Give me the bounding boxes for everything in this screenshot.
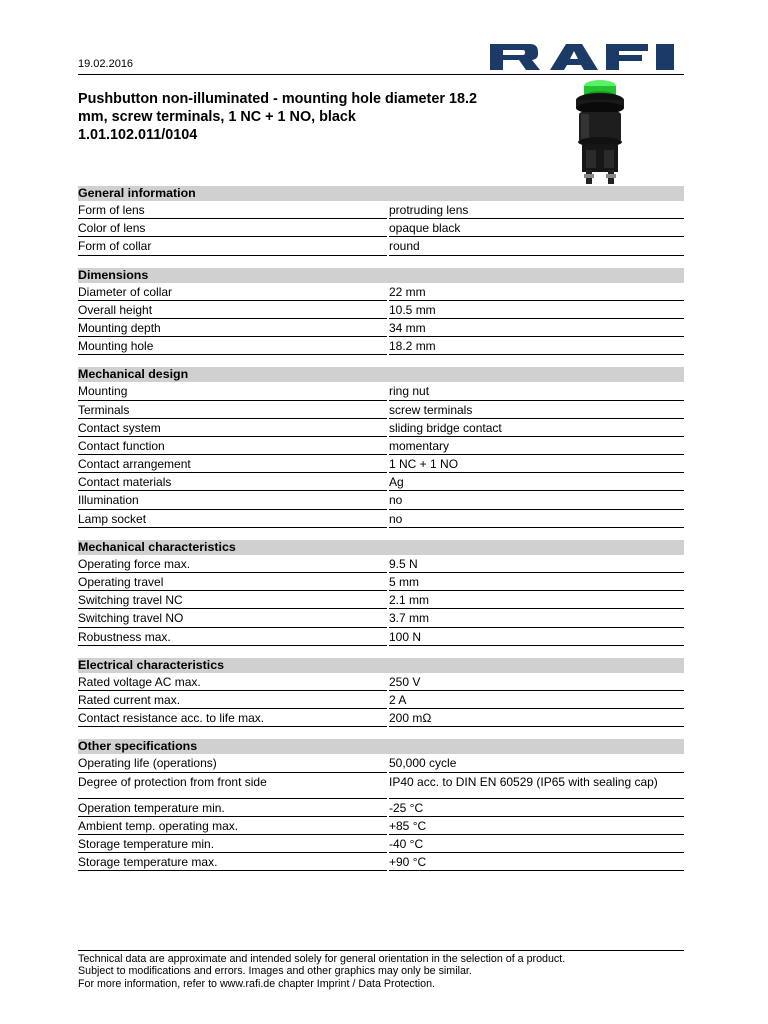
spec-row: [78, 382, 684, 400]
spec-value: momentary: [389, 437, 684, 455]
spec-section: [78, 739, 684, 871]
spec-label: Illumination: [78, 491, 387, 509]
spec-row: [78, 283, 684, 301]
spec-value: 2 A: [389, 691, 684, 709]
product-title: [78, 90, 558, 144]
spec-value: 22 mm: [389, 283, 684, 301]
spec-label: Mounting: [78, 382, 387, 400]
spec-row: [78, 201, 684, 219]
spec-label: Mounting hole: [78, 337, 387, 355]
spec-row: [78, 835, 684, 853]
spec-row: [78, 473, 684, 491]
section-heading: Mechanical design: [78, 367, 684, 382]
spec-label: Lamp socket: [78, 510, 387, 528]
section-heading: Other specifications: [78, 739, 684, 754]
footer: [78, 953, 684, 990]
spec-value: sliding bridge contact: [389, 419, 684, 437]
footer-line-2: Subject to modifications and errors. Images and other graphics may only be similar.: [78, 965, 472, 978]
spec-row: [78, 301, 684, 319]
spec-value: +85 °C: [389, 817, 684, 835]
spec-value: no: [389, 510, 684, 528]
spec-row: [78, 237, 684, 255]
spec-row: [78, 773, 684, 799]
spec-value: 3.7 mm: [389, 609, 684, 627]
spec-label: Switching travel NO: [78, 609, 387, 627]
spec-row: [78, 709, 684, 727]
footer-line: [78, 950, 684, 951]
spec-label: Contact resistance acc. to life max.: [78, 709, 387, 727]
spec-label: Operating travel: [78, 573, 387, 591]
spec-value: -40 °C: [389, 835, 684, 853]
section-heading: General information: [78, 186, 684, 201]
spec-section: [78, 367, 684, 528]
spec-value: 5 mm: [389, 573, 684, 591]
spec-row: [78, 455, 684, 473]
spec-label: Form of lens: [78, 201, 387, 219]
spec-label: Robustness max.: [78, 628, 387, 646]
spec-label: Switching travel NC: [78, 591, 387, 609]
spec-value: 2.1 mm: [389, 591, 684, 609]
spec-label: Contact function: [78, 437, 387, 455]
spec-row: [78, 437, 684, 455]
spec-label: Degree of protection from front side: [78, 773, 387, 799]
spec-value: opaque black: [389, 219, 684, 237]
spec-row: [78, 609, 684, 627]
spec-label: Terminals: [78, 401, 387, 419]
section-heading: Dimensions: [78, 268, 684, 283]
spec-value: 10.5 mm: [389, 301, 684, 319]
spec-label: Storage temperature min.: [78, 835, 387, 853]
spec-row: [78, 628, 684, 646]
spec-label: Diameter of collar: [78, 283, 387, 301]
spec-value: 50,000 cycle: [389, 754, 684, 772]
spec-value: -25 °C: [389, 799, 684, 817]
spec-row: [78, 754, 684, 772]
spec-label: Form of collar: [78, 237, 387, 255]
topline: [78, 74, 684, 75]
title-line-2: mm, screw terminals, 1 NC + 1 NO, black: [78, 109, 356, 125]
spec-row: [78, 219, 684, 237]
spec-value: IP40 acc. to DIN EN 60529 (IP65 with sealing cap): [389, 773, 684, 799]
spec-label: Operation temperature min.: [78, 799, 387, 817]
spec-label: Overall height: [78, 301, 387, 319]
spec-row: [78, 337, 684, 355]
spec-row: [78, 799, 684, 817]
date: 19.02.2016: [78, 58, 134, 70]
spec-label: Ambient temp. operating max.: [78, 817, 387, 835]
spec-label: Operating life (operations): [78, 754, 387, 772]
spec-label: Storage temperature max.: [78, 853, 387, 871]
spec-value: screw terminals: [389, 401, 684, 419]
spec-label: Contact system: [78, 419, 387, 437]
spec-value: 200 mΩ: [389, 709, 684, 727]
spec-label: Operating force max.: [78, 555, 387, 573]
spec-row: [78, 491, 684, 509]
spec-value: ring nut: [389, 382, 684, 400]
spec-value: 250 V: [389, 673, 684, 691]
spec-row: [78, 555, 684, 573]
spec-value: 34 mm: [389, 319, 684, 337]
article-number: 1.01.102.011/0104: [78, 127, 198, 143]
title-line-1: Pushbutton non-illuminated - mounting hole diameter 18.2: [78, 91, 477, 107]
spec-label: Rated voltage AC max.: [78, 673, 387, 691]
spec-row: [78, 591, 684, 609]
spec-row: [78, 853, 684, 871]
spec-label: Mounting depth: [78, 319, 387, 337]
spec-value: Ag: [389, 473, 684, 491]
spec-value: no: [389, 491, 684, 509]
footer-line-3: For more information, refer to www.rafi.de chapter Imprint / Data Protection.: [78, 977, 435, 990]
spec-label: Color of lens: [78, 219, 387, 237]
spec-value: 100 N: [389, 628, 684, 646]
spec-row: [78, 573, 684, 591]
spec-section: [78, 268, 684, 356]
spec-section: [78, 186, 684, 256]
spec-section: [78, 540, 684, 646]
spec-row: [78, 817, 684, 835]
spec-row: [78, 319, 684, 337]
spec-value: protruding lens: [389, 201, 684, 219]
spec-row: [78, 419, 684, 437]
spec-value: +90 °C: [389, 853, 684, 871]
spec-label: Rated current max.: [78, 691, 387, 709]
spec-value: 9.5 N: [389, 555, 684, 573]
spec-value: 1 NC + 1 NO: [389, 455, 684, 473]
spec-label: Contact arrangement: [78, 455, 387, 473]
footer-line-1: Technical data are approximate and intended solely for general orientation in the selection of a product.: [78, 953, 566, 965]
spec-value: 18.2 mm: [389, 337, 684, 355]
spec-row: [78, 691, 684, 709]
section-heading: Mechanical characteristics: [78, 540, 684, 555]
rafi-logo: [490, 44, 674, 70]
spec-value: round: [389, 237, 684, 255]
spec-row: [78, 401, 684, 419]
pushbutton-image: [562, 78, 638, 186]
spec-row: [78, 673, 684, 691]
spec-section: [78, 658, 684, 728]
section-heading: Electrical characteristics: [78, 658, 684, 673]
spec-table: [78, 186, 684, 883]
spec-row: [78, 510, 684, 528]
spec-label: Contact materials: [78, 473, 387, 491]
